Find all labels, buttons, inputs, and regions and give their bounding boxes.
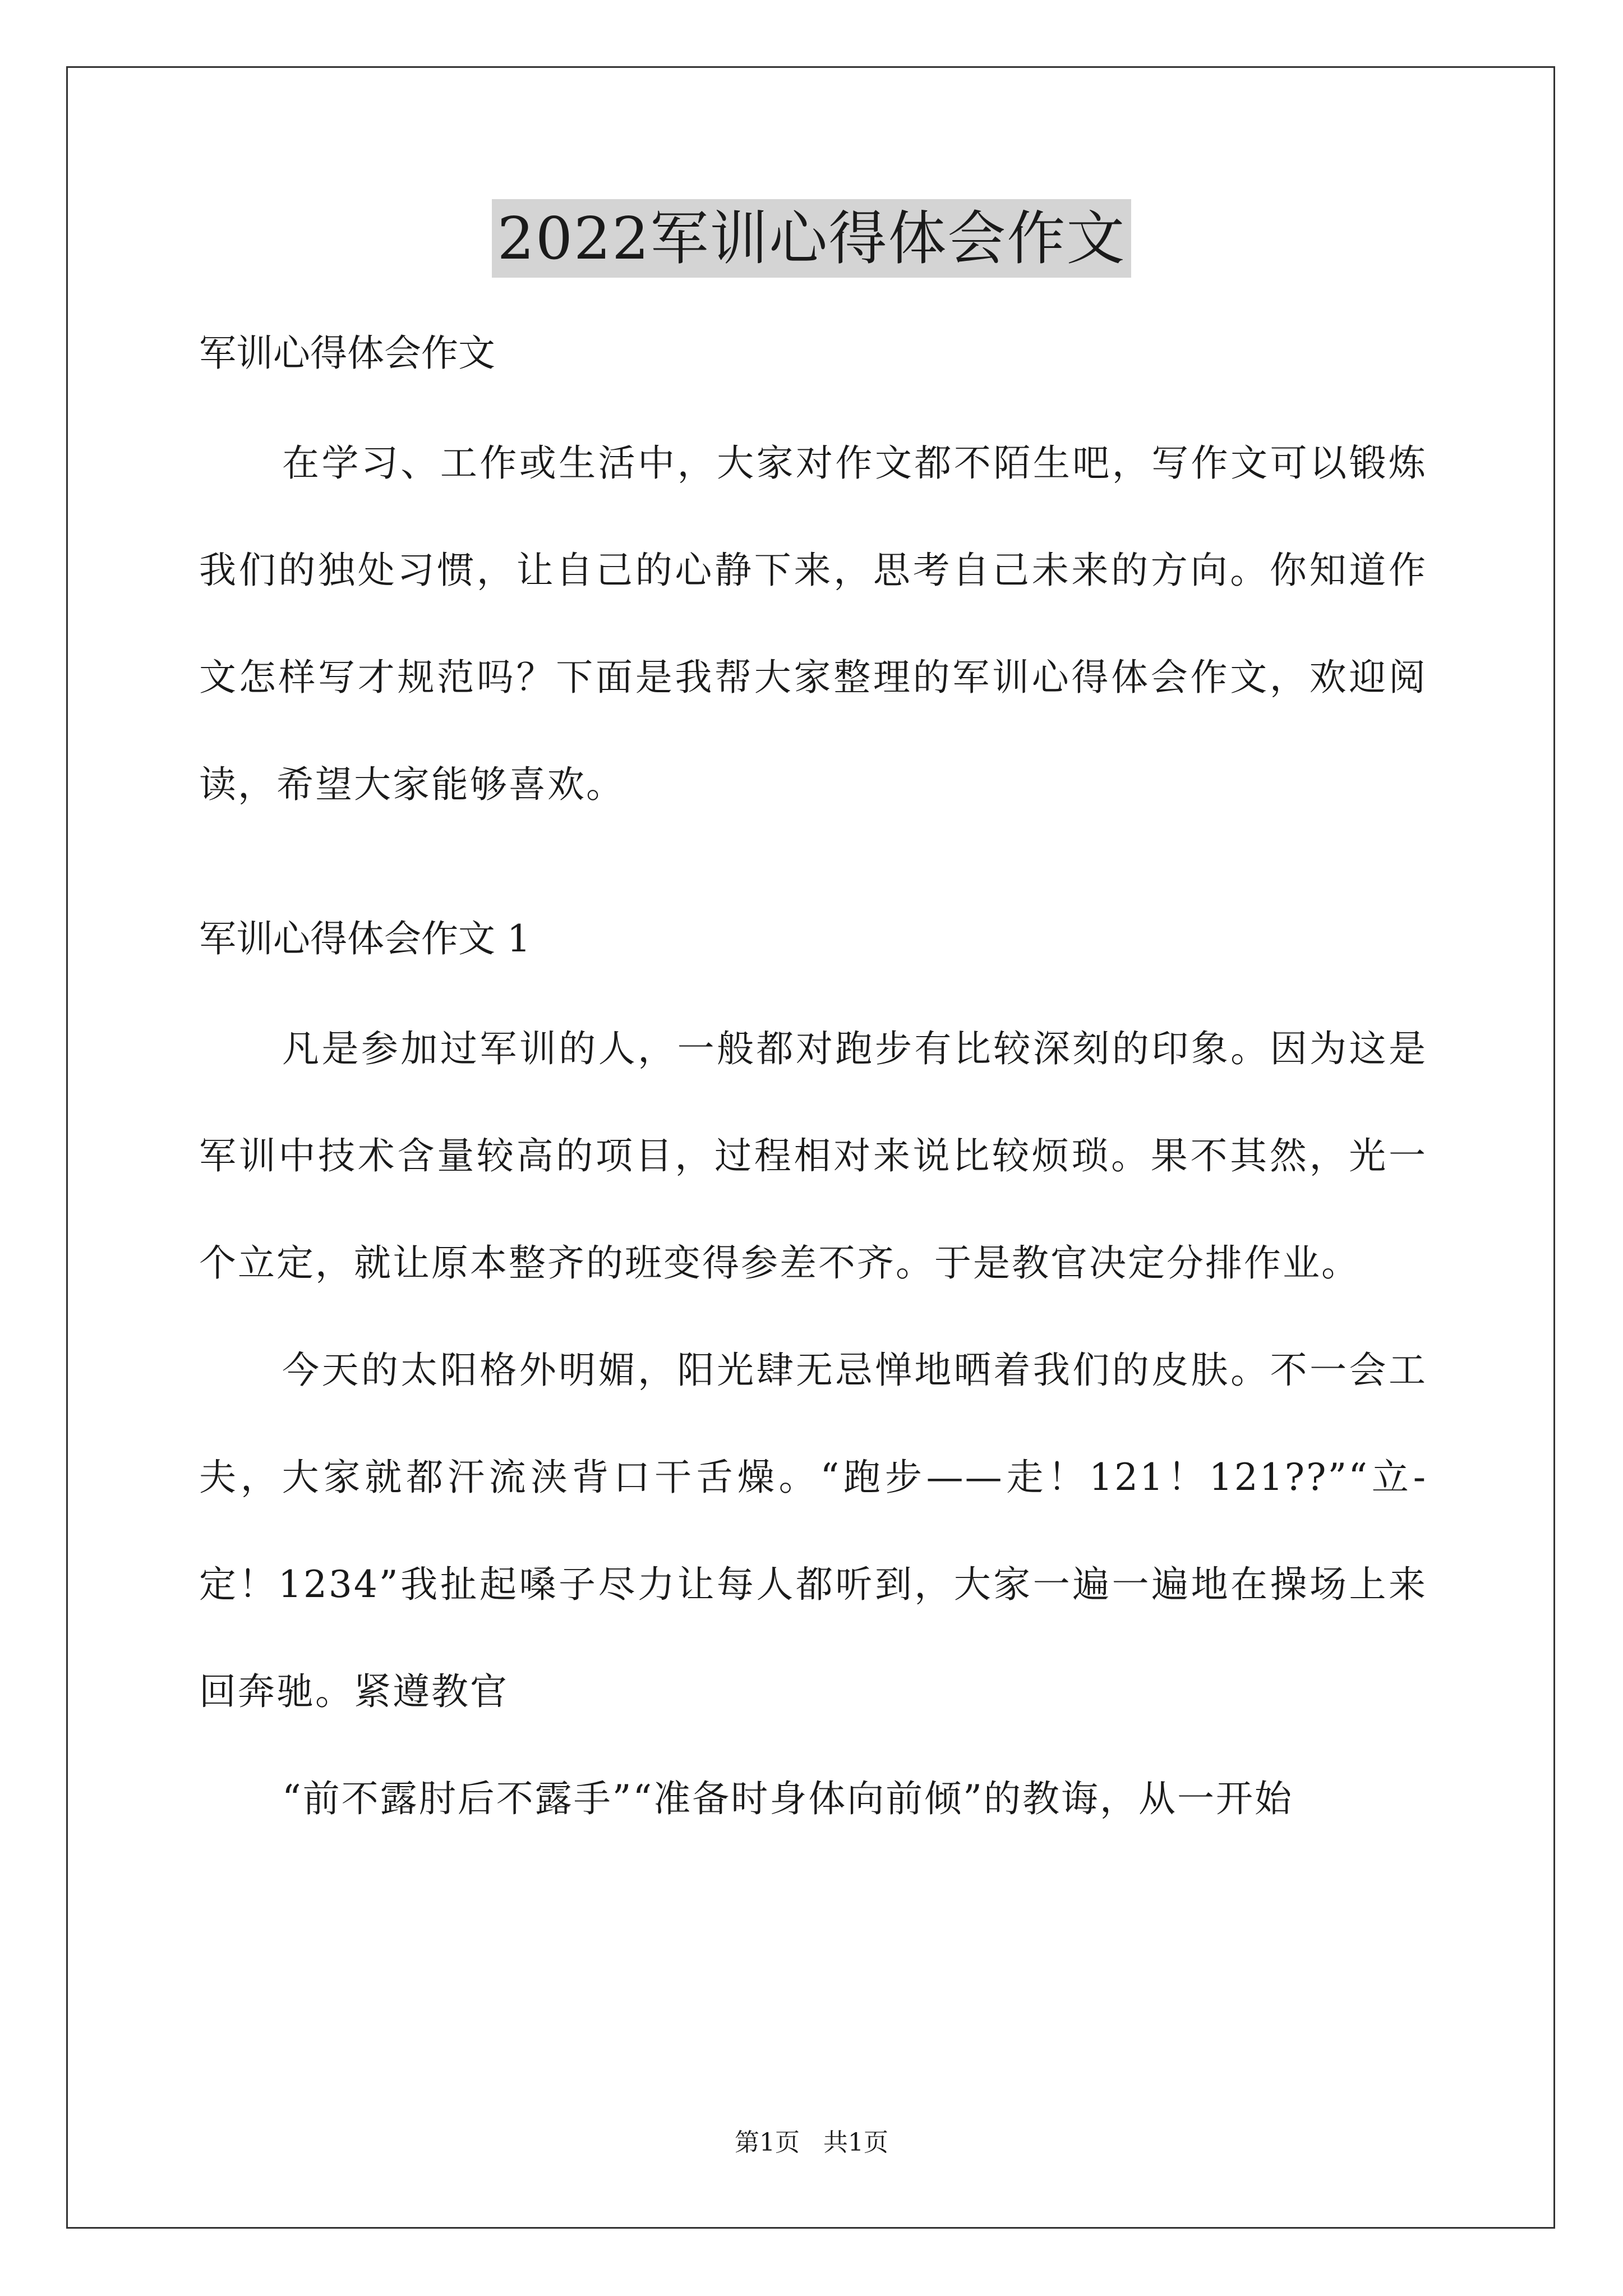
section-gap bbox=[199, 838, 1427, 900]
title-container bbox=[0, 199, 1623, 278]
document-body bbox=[199, 314, 1427, 1852]
intro-heading: 军训心得体会作文 bbox=[199, 332, 495, 375]
spacer bbox=[199, 393, 1427, 409]
spacer bbox=[199, 978, 1427, 995]
body-paragraph-3: “前不露肘后不露手”“准备时身体向前倾”的教诲，从一开始 bbox=[282, 1777, 1293, 1820]
page-footer: 第1页 共1页 bbox=[735, 2128, 888, 2157]
body-paragraph-1: 凡是参加过军训的人，一般都对跑步有比较深刻的印象。因为这是军训中技术含量较高的项目，过程相对来说比较烦琐。果不其然，光一个立定，就让原本整齐的班变得参差不齐。于是教官决定分排作业。 bbox=[199, 1027, 1427, 1285]
intro-paragraph: 在学习、工作或生活中，大家对作文都不陌生吧，写作文可以锻炼我们的独处习惯，让自己的心静下来，思考自己未来的方向。你知道作文怎样写才规范吗？下面是我帮大家整理的军训心得体会作文，欢迎阅读，希望大家能够喜欢。 bbox=[199, 441, 1427, 806]
document-title: 2022军训心得体会作文 bbox=[492, 199, 1132, 278]
body-paragraph-2: 今天的太阳格外明媚，阳光肆无忌惮地晒着我们的皮肤。不一会工夫，大家就都汗流浃背口干舌燥。“跑步——走！121！121??”“立-定！1234”我扯起嗓子尽力让每人都听到，大家一遍一遍地在操场上来回奔驰。紧遵教官 bbox=[199, 1349, 1427, 1713]
section1-heading: 军训心得体会作文 1 bbox=[199, 917, 531, 960]
